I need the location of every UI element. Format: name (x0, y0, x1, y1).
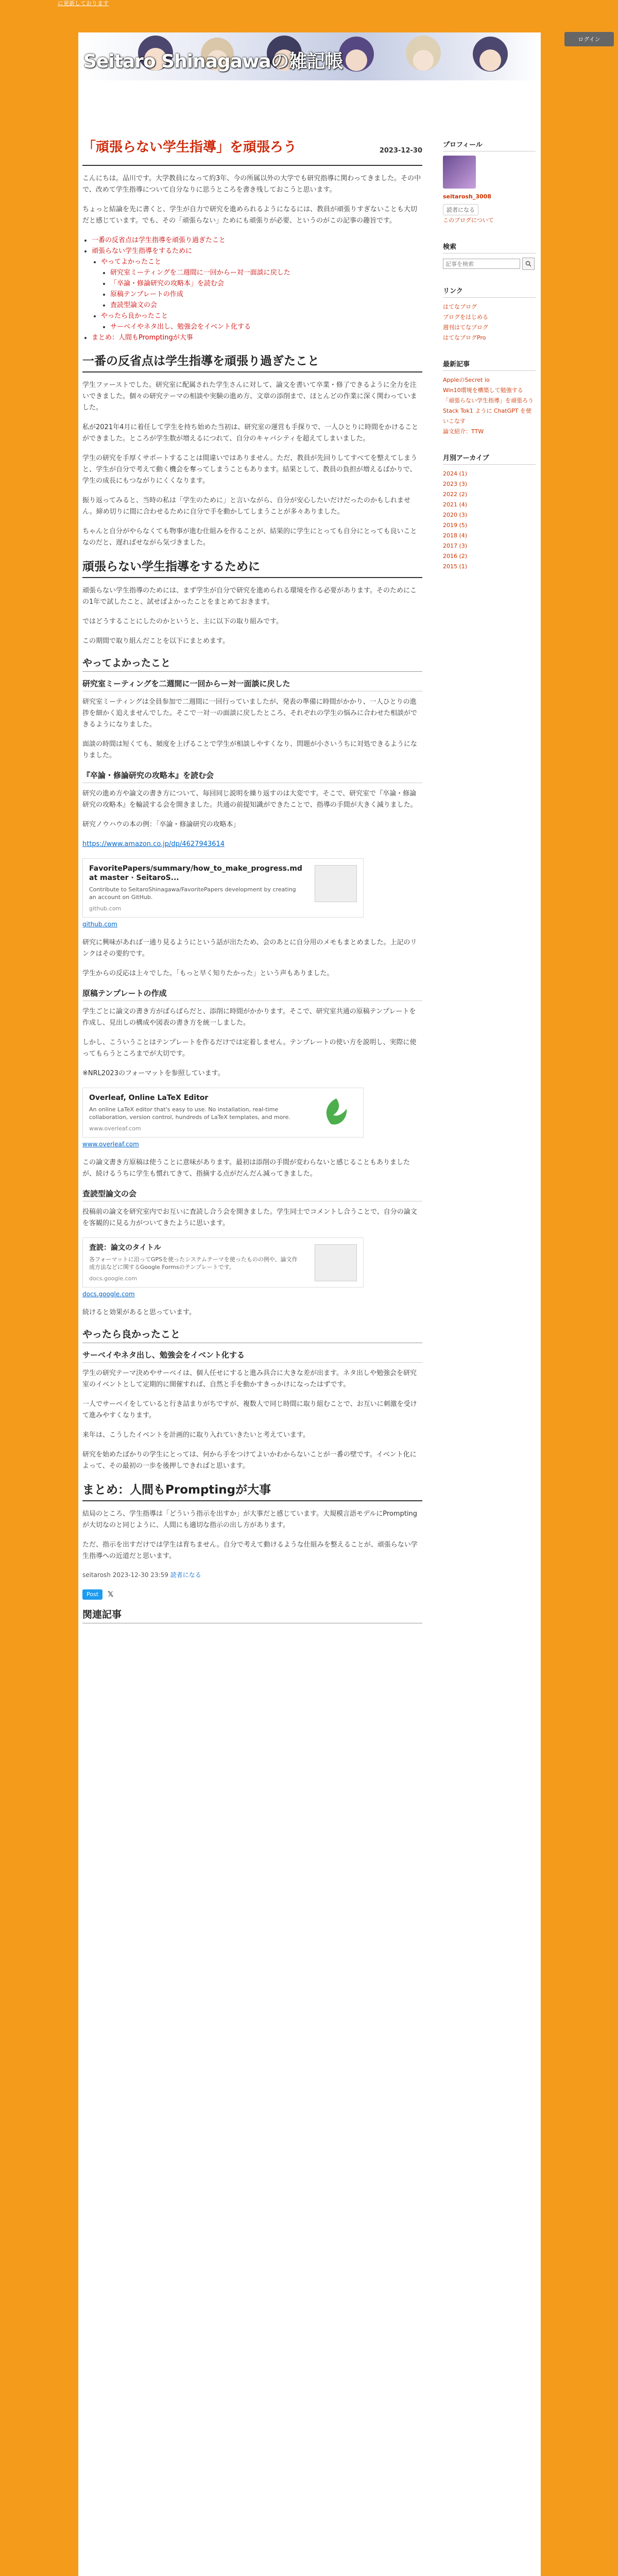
paragraph: この期間で取り組んだことを以下にまとめます。 (82, 637, 229, 645)
subsubsection-heading: 研究室ミーティングを二週間に一回からー対一面談に戻した (82, 678, 422, 691)
card-source-link[interactable]: docs.google.com (82, 1291, 135, 1298)
amazon-link[interactable]: https://www.amazon.co.jp/dp/4627943614 (82, 840, 225, 848)
form-thumbnail (315, 1244, 357, 1281)
author-line (82, 1570, 422, 1579)
card-title: Overleaf, Online LaTeX Editor (89, 1094, 209, 1102)
card-description: An online LaTeX editor that's easy to use. No installation, real-time collaboration, version control, hundreds of LaTeX templates, and more. (89, 1106, 290, 1121)
table-of-contents (82, 235, 422, 343)
card-source-link[interactable]: github.com (82, 921, 117, 928)
paragraph: 研究室ミーティングは全員参加で二週間に一回行っていましたが、発表の準備に時間がかかり、一人ひとりの進捗を細かく追えませんでした。そこで一対一の面談に戻したところ、それぞれの学生の悩みに合わせた相談ができるようになりました。 (82, 698, 418, 728)
card-domain: www.overleaf.com (89, 1125, 141, 1132)
overleaf-logo-icon (316, 1094, 357, 1130)
github-thumbnail (315, 865, 357, 902)
recent-entry-link[interactable]: Win10環境を構築して勉強する (443, 387, 523, 394)
avatar[interactable] (443, 156, 476, 189)
archive-item[interactable]: 2021 (4) (443, 501, 468, 508)
card-title: 査読：論文のタイトル (89, 1244, 161, 1252)
subsubsection-heading: 『卒論・修論研究の攻略本』を読む会 (82, 770, 422, 783)
toc-item[interactable]: 研究室ミーティングを二週間に一回からー対一面談に戻した (110, 269, 290, 277)
paragraph: 頑張らない学生指導のためには、まず学生が自分で研究を進められる環境を作る必要があります。そのためにこの1年で試したこと、試せばよかったことをまとめておきます。 (82, 587, 417, 606)
blog-title[interactable]: Seitaro Shinagawaの雑記帳 (83, 51, 343, 72)
recent-heading: 最新記事 (443, 359, 536, 371)
section-heading: 一番の反省点は学生指導を頑張り過ぎたこと (82, 351, 422, 372)
recent-entry-link[interactable]: AppleのSecret io (443, 377, 490, 383)
paragraph: 学生の研究を手厚くサポートすることは間違いではありません。ただ、教員が先回りしてすべてを整えてしまうと、学生が自分で考えて動く機会を奪ってしまうこともあります。結果として、教員の負担が増えるばかりで、学生の成長にもつながりにくくなります。 (82, 454, 418, 485)
toc-item[interactable]: 「卒論・修論研究の攻略本」を読む会 (110, 280, 225, 287)
search-input[interactable] (443, 259, 520, 269)
card-source-link[interactable]: www.overleaf.com (82, 1141, 139, 1148)
link-card[interactable] (82, 858, 364, 918)
archive-item[interactable]: 2016 (2) (443, 553, 468, 560)
toc-item[interactable]: 査読型論文の会 (110, 301, 158, 309)
about-link[interactable]: このブログについて (443, 217, 494, 224)
search-module (443, 241, 536, 270)
login-button[interactable]: ログイン (564, 32, 614, 46)
toc-item[interactable]: やってよかったこと (101, 258, 162, 266)
title-rule (82, 165, 422, 166)
link-card[interactable] (82, 1238, 364, 1287)
archive-item[interactable]: 2024 (1) (443, 470, 468, 477)
follow-link[interactable]: 読者になる (170, 1571, 201, 1579)
archive-item[interactable]: 2017 (3) (443, 543, 468, 549)
x-icon[interactable]: 𝕏 (108, 1590, 114, 1599)
archive-heading: 月別アーカイブ (443, 452, 536, 465)
sidebar-link[interactable]: はてなブログPro (443, 334, 486, 341)
card-domain: docs.google.com (89, 1275, 138, 1282)
paragraph: 学生の研究テーマ決めやサーベイは、個人任せにすると進み具合に大きな差が出ます。ネタ出しや勉強会を研究室のイベントとして定期的に開催すれば、自然と手を動かすきっかけになったはずです。 (82, 1369, 417, 1388)
archive-item[interactable]: 2022 (2) (443, 491, 468, 498)
subsubsection-heading: 査読型論文の会 (82, 1188, 422, 1201)
paragraph: 振り返ってみると、当時の私は「学生のために」と言いながら、自分が安心したいだけだったのかもしれません。締め切りに間に合わせるために自分で手を動かしてしまうことが多々ありました。 (82, 497, 411, 516)
recent-module (443, 359, 536, 437)
paragraph: 結局のところ、学生指導は「どういう指示を出すか」が大事だと感じています。大規模言語モデルにPromptingが大切なのと同じように、人間にも適切な指示の出し方があります。 (82, 1510, 418, 1529)
paragraph: 来年は、こうしたイベントを計画的に取り入れていきたいと考えています。 (82, 1431, 310, 1439)
paragraph: 私が2021年4月に着任して学生を持ち始めた当初は、研究室の運営も手探りで、一人ひとりに時間をかけることができました。ところが学生数が増えるにつれて、自分のキャパシティを超えてしまいました。 (82, 423, 419, 443)
profile-module (443, 139, 536, 226)
paragraph: 投稿前の論文を研究室内でお互いに査読し合う会を開きました。学生同士でコメントし合うことで、自分の論文を客観的に見る力がついてきたように思います。 (82, 1208, 417, 1227)
paragraph: ※NRL2023のフォーマットを参照しています。 (82, 1070, 225, 1077)
related-heading: 関連記事 (82, 1607, 422, 1623)
paragraph: 一人でサーベイをしていると行き詰まりがちですが、複数人で同じ時間に取り組むことで、お互いに刺激を受けて進みやすくなります。 (82, 1400, 417, 1419)
paragraph: この論文書き方原稿は使うことに意味があります。最初は添削の手間が変わらないと感じることもありましたが、続けるうちに学生も慣れてきて、指摘する点がだんだん減ってきました。 (82, 1159, 410, 1178)
top-bar (0, 0, 618, 32)
toc-item[interactable]: 一番の反省点は学生指導を頑張り過ぎたこと (92, 236, 226, 244)
toc-item[interactable]: 頑張らない学生指導をするために (92, 247, 193, 255)
subsubsection-heading: 原稿テンプレートの作成 (82, 988, 422, 1001)
link-card[interactable] (82, 1088, 364, 1138)
section-heading: 頑張らない学生指導をするために (82, 557, 422, 578)
blog-header (78, 32, 541, 80)
card-title: FavoritePapers/summary/how_to_make_progress.md at master · SeitaroS... (89, 865, 302, 882)
search-icon[interactable] (522, 258, 535, 270)
intro-paragraph: ちょっと結論を先に書くと、学生が自力で研究を進められるようになるには、教員が頑張りすぎないことも大切だと感じています。でも、その「頑張らない」ためにも頑張りが必要、というのがこの記事の趣旨です。 (82, 206, 418, 225)
paragraph: 学生ファーストでした。研究室に配属された学生さんに対して、論文を書いて卒業・修了できるように全力を注いできました。個々の研究テーマの相談や実験の進め方、文章の添削まで、ほとんどの作業に深く関わっていました。 (82, 381, 417, 412)
subsection-heading: やってよかったこと (82, 655, 422, 672)
links-module (443, 285, 536, 343)
archive-item[interactable]: 2015 (1) (443, 563, 468, 570)
recent-entry-link[interactable]: Stack Tok1 ように ChatGPT を使いこなす (443, 408, 531, 425)
sidebar-link[interactable]: ブログをはじめる (443, 314, 488, 320)
entry-date[interactable]: 2023-12-30 (379, 147, 422, 155)
paragraph: 研究ノウハウの本の例：「卒論・修論研究の攻略本」 (82, 821, 240, 828)
subsubsection-heading: サーベイやネタ出し、勉強会をイベント化する (82, 1349, 422, 1363)
archive-item[interactable]: 2018 (4) (443, 532, 468, 539)
paragraph: ではどうすることにしたのかというと、主に以下の取り組みです。 (82, 618, 283, 625)
paragraph: 研究を始めたばかりの学生にとっては、何から手をつけてよいかわからないことが一番の壁です。イベント化によって、その最初の一歩を後押しできればと思います。 (82, 1451, 417, 1470)
archive-item[interactable]: 2023 (3) (443, 481, 468, 487)
subsection-heading: やったら良かったこと (82, 1327, 422, 1343)
paragraph: ただ、指示を出すだけでは学生は育ちません。自分で考えて動けるような仕組みを整えることが、頑張らない学生指導への近道だと思います。 (82, 1541, 418, 1560)
toc-item[interactable]: サーベイやネタ出し、勉強会をイベント化する (110, 323, 251, 331)
paragraph: ちゃんと自分がやらなくても物事が進む仕組みを作ることが、結果的に学生にとっても自分にとっても良いことなのだと、遅ればせながら気づきました。 (82, 528, 417, 547)
user-id-link[interactable]: seitarosh_3008 (443, 193, 491, 200)
toc-item[interactable]: 原稿テンプレートの作成 (110, 291, 183, 298)
author-meta: seitarosh 2023-12-30 23:59 (82, 1571, 168, 1579)
archive-module (443, 452, 536, 572)
profile-heading: プロフィール (443, 139, 536, 151)
intro-paragraph: こんにちは。品川です。大学教員になって約3年、今の所属以外の大学でも研究指導に関わってきました。その中で、改めて学生指導について自分なりに思うところを書き残しておこうと思います。 (82, 175, 421, 194)
paragraph: 面談の時間は短くても、頻度を上げることで学生が相談しやすくなり、問題が小さいうちに対処できるようになりました。 (82, 740, 418, 759)
section-heading: まとめ：人間もPromptingが大事 (82, 1480, 422, 1501)
archive-item[interactable]: 2020 (3) (443, 512, 468, 518)
paragraph: 続けると効果があると思っています。 (82, 1309, 196, 1316)
share-bar (82, 1589, 422, 1600)
paragraph: 研究に興味があれば一通り見るようにという話が出たため、会のあとに自分用のメモもまとめました。上記のリンクはその要約です。 (82, 939, 417, 958)
card-description: 各フォーマットに沿ってGPSを使ったシステムテーマを使ったものの例や、論文作成方法などに関するGoogle Formsのテンプレートです。 (89, 1256, 298, 1270)
card-description: Contribute to SeitaroShinagawa/FavoritePapers development by creating an account on GitHub. (89, 886, 296, 901)
sidebar-link[interactable]: 週刊はてなブログ (443, 324, 488, 331)
share-button[interactable]: Post (82, 1589, 102, 1600)
paragraph: しかし、こういうことはテンプレートを作るだけでは定着しません。テンプレートの使い方を説明し、実際に使ってもらうところまでが大切です。 (82, 1039, 417, 1058)
toc-item[interactable]: やったら良かったこと (101, 312, 168, 320)
paragraph: 研究の進め方や論文の書き方について、毎回同じ説明を繰り返すのは大変です。そこで、研究室で『卒論・修論研究の攻略本』を輪読する会を開きました。共通の前提知識ができたことで、指導の手間が大きく減りました。 (82, 790, 417, 809)
entry-title[interactable]: 「頑張らない学生指導」を頑張ろう (82, 140, 297, 155)
sidebar-link[interactable]: はてなブログ (443, 303, 477, 310)
top-link[interactable]: に更新しております (58, 0, 109, 7)
paragraph: 学生ごとに論文の書き方がばらばらだと、添削に時間がかかります。そこで、研究室共通の原稿テンプレートを作成し、見出しの構成や図表の書き方を統一しました。 (82, 1008, 416, 1027)
recent-entry-link[interactable]: 論文紹介：TTW (443, 428, 484, 435)
search-heading: 検索 (443, 241, 536, 253)
paragraph: 学生からの反応は上々でした。「もっと早く知りたかった」という声もありました。 (82, 970, 334, 977)
card-domain: github.com (89, 905, 122, 912)
entry-main (82, 139, 422, 1630)
archive-item[interactable]: 2019 (5) (443, 522, 468, 529)
toc-item[interactable]: まとめ：人間もPromptingが大事 (92, 334, 193, 342)
sidebar (443, 139, 536, 587)
recent-entry-link[interactable]: 「頑張らない学生指導」を頑張ろう (443, 397, 534, 404)
follow-button[interactable]: 読者になる (443, 204, 478, 215)
links-heading: リンク (443, 285, 536, 298)
